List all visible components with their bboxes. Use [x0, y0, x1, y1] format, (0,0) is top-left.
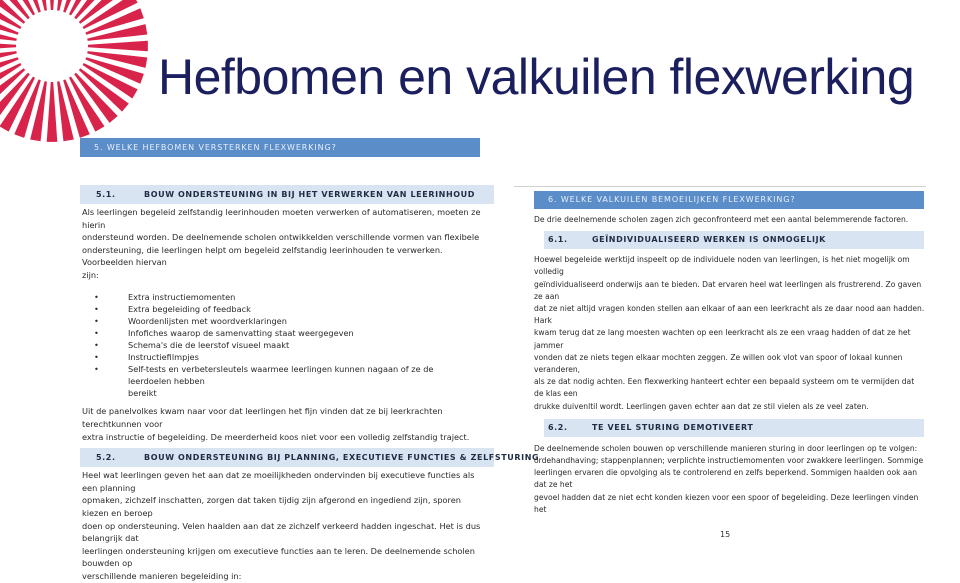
text-line: als ze dat nodig achten. Een flexwerking hanteert echter een bepaald systeem om te vermijden dat de klas een — [534, 377, 915, 399]
text-line: Hoewel begeleide werktijd inspeelt op de individuele noden van leerlingen, is het niet mogelijk om volledig — [534, 255, 910, 277]
body-paragraph — [80, 469, 488, 582]
bullet-icon: • — [94, 352, 99, 363]
subsection-number: 5.1. — [96, 190, 116, 199]
text-line: zijn: — [82, 269, 99, 280]
text-line: geïndividualiseerd onderwijs aan te bieden. Dat ervaren heel wat leerlingen als frustrerend. Zo gaven ze aan — [534, 279, 922, 301]
bullet-icon: • — [94, 291, 99, 302]
text-line: kwam terug dat ze lang moesten wachten op een leerkracht als ze een vraag hadden of dat ze het jammer — [534, 328, 911, 350]
list-item: • Instructiefilmpjes — [94, 352, 199, 363]
subsection-title: GEÏNDIVIDUALISEERD WERKEN IS ONMOGELIJK — [592, 235, 826, 245]
intro-paragraph — [514, 214, 926, 226]
text-line: gevoel hadden dat ze niet echt konden kiezen voor een spoor of begeleiding. Deze leerlingen vinden het — [534, 492, 919, 514]
bullet-icon: • — [94, 315, 99, 326]
body-paragraph — [514, 254, 926, 413]
logo-ray — [87, 51, 147, 68]
logo-ray — [88, 41, 148, 52]
page-divider — [514, 186, 926, 187]
subsection-number: 6.1. — [548, 235, 568, 245]
logo-ray — [87, 24, 147, 41]
subsection-title: BOUW ONDERSTEUNING IN BIJ HET VERWERKEN VAN LEERINHOUD — [144, 190, 475, 199]
list-item: • Schema's die de leerstof visueel maakt — [94, 339, 290, 350]
bullet-list — [80, 291, 500, 400]
subsection-number: 6.2. — [548, 422, 568, 432]
text-line: leerlingen ervaren die opvolging als te controlerend en zelfs beperkend. Sommigen haalden ook aan dat ze het — [534, 468, 918, 490]
text-line: doen op ondersteuning. Velen haalden aan dat ze zichzelf verkeerd hadden ingeschat. Het is dus belangrijk dat — [82, 520, 481, 544]
text-line: vonden dat ze niets tegen elkaar mochten zeggen. Ze willen ook vlot van spoor of lokaal kunnen veranderen, — [534, 352, 903, 375]
text-line: Als leerlingen begeleid zelfstandig leerinhouden moeten verwerken of automatiseren, moeten ze hierin — [82, 207, 481, 230]
subsection-title: TE VEEL STURING DEMOTIVEERT — [592, 422, 754, 432]
bullet-icon: • — [94, 364, 99, 375]
body-paragraph — [514, 443, 926, 516]
left-document — [80, 138, 540, 583]
logo-ray — [30, 81, 47, 141]
text-line: leerlingen ondersteuning krijgen om executieve functies aan te leren. De deelnemende scholen bouwden op — [82, 545, 475, 569]
bullet-icon: • — [94, 303, 99, 314]
logo-ray — [47, 0, 58, 10]
text-line: Uit de panelvolkes kwam naar voor dat leerlingen het fijn vinden dat ze bij leerkrachten terechtkunnen voor — [82, 406, 443, 429]
subsection-number: 5.2. — [96, 453, 116, 463]
slide-title: Hefbomen en valkuilen flexwerking — [158, 49, 915, 105]
subsection-header — [80, 448, 540, 467]
page-number: 15 — [720, 530, 731, 540]
section-header: 5. WELKE HEFBOMEN VERSTERKEN FLEXWERKING? — [80, 138, 480, 157]
text-line: opmaken, zichzelf inschatten, zorgen dat taken tijdig zijn afgerond en ingediend zijn, sporen kiezen en beroep — [82, 495, 461, 518]
conclusion-paragraph — [80, 405, 488, 443]
text-line: ondersteuning, die leerlingen helpt om begeleid zelfstandig leerinhouden te verwerken. Voorbeelden hiervan — [82, 244, 443, 268]
list-item: • Self-tests en verbetersleutels waarmee leerlingen kunnen nagaan of ze de leerdoelen hebben — [94, 364, 434, 387]
text-line: ondersteund worden. De deelnemende scholen ontwikkelden verschillende vormen van flexibele — [82, 232, 480, 243]
text-line: drukke duivenltil wordt. Leerlingen gaven echter aan dat ze stil vielen als ze veel zaten. — [534, 401, 869, 411]
logo-ray — [47, 82, 58, 142]
text-line: ordehandhaving; stappenplannen; verplichte instructiemomenten voor zwakkere leerlingen. Sommige — [534, 456, 924, 466]
text-line: verschillende manieren begeleiding in: — [82, 570, 242, 581]
text-line: Heel wat leerlingen geven het aan dat ze moeilijkheden ondervinden bij executieve functies als een planning — [82, 470, 475, 493]
text-line: De deelnemende scholen bouwen op verschillende manieren sturing in door leerlingen op te volgen: — [534, 443, 918, 453]
list-item: • Woordenlijsten met woordverklaringen — [94, 315, 287, 326]
subsection-title: BOUW ONDERSTEUNING BIJ PLANNING, EXECUTIEVE FUNCTIES & ZELFSTURING — [144, 453, 540, 463]
logo-ray — [57, 81, 74, 141]
section-header: 6. WELKE VALKUILEN BEMOEILIJKEN FLEXWERKING? — [534, 191, 924, 209]
logo-ray — [0, 41, 16, 52]
bullet-icon: • — [94, 327, 99, 338]
logo-icon — [0, 0, 152, 146]
right-document — [514, 186, 926, 539]
text-line: De drie deelnemende scholen zagen zich geconfronteerd met een aantal belemmerende factoren. — [534, 215, 909, 224]
list-item: • Extra instructiemomenten — [94, 291, 236, 302]
subsection-header — [544, 231, 924, 249]
list-item: • Extra begeleiding of feedback — [94, 303, 251, 314]
intro-paragraph — [80, 206, 488, 282]
bullet-icon: • — [94, 339, 99, 350]
subsection-header — [80, 185, 494, 204]
text-line: extra instructie of begeleiding. De meerderheid koos niet voor een volledig zelfstandig traject. — [82, 431, 470, 442]
text-line: dat ze niet altijd vragen konden stellen aan elkaar of aan een leerkracht als ze daar nood aan hadden. Hark — [534, 304, 925, 326]
list-item: • Infofiches waarop de samenvatting staat weergegeven — [94, 327, 354, 338]
subsection-header — [544, 419, 924, 437]
list-item-continuation: bereikt — [128, 388, 157, 399]
